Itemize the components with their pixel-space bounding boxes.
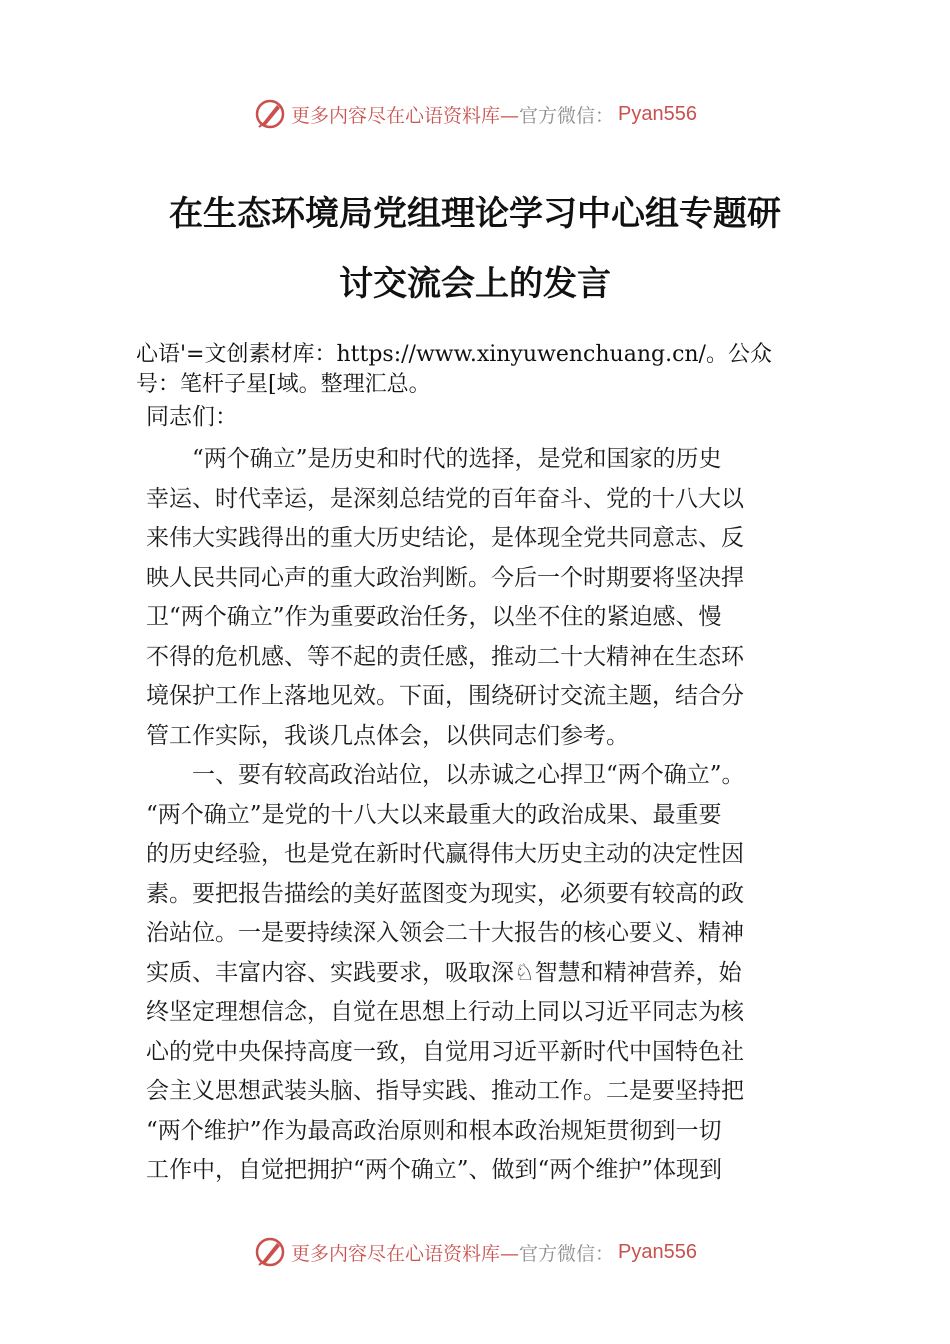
text-line: “两个确立”是党的十八大以来最重大的政治成果、最重要 [146,801,722,828]
source-note-line: 号：笔杆子星[域。整理汇总。 [136,372,431,397]
source-note-line: 心语'=文创素材库：https://www.xinyuwenchuang.cn/。公众 [136,342,772,367]
banner-main-text: 更多内容尽在心语资料库— [291,104,520,127]
document-title-line-2: 讨交流会上的发言 [339,264,611,304]
text-line: 映人民共同心声的重大政治判断。今后一个时期要将坚决捍 [146,564,744,591]
text-line: 来伟大实践得出的重大历史结论，是体现全党共同意志、反 [146,525,744,551]
banner-wechat-label: 官方微信： [519,1242,615,1265]
pen-logo-icon [253,1235,287,1269]
document-title-line-1: 在生态环境局党组理论学习中心组专题研 [169,194,781,234]
text-line: 实质、丰富内容、实践要求，吸取深♘智慧和精神营养，始 [146,959,742,986]
source-note [136,340,836,400]
pen-logo-icon [253,97,287,131]
text-line: 心的党中央保持高度一致，自觉用习近平新时代中国特色社 [146,1038,744,1065]
paragraph-intro [146,440,810,756]
banner-wechat-id: Pyan556 [618,102,697,125]
text-line: 不得的危机感、等不起的责任感，推动二十大精神在生态环 [146,643,744,670]
text-line: 终坚定理想信念，自觉在思想上行动上同以习近平同志为核 [146,999,744,1025]
text-line: 幸运、时代幸运，是深刻总结党的百年奋斗、党的十八大以 [146,485,744,512]
header-watermark-banner [0,94,950,134]
text-line: 会主义思想武装头脑、指导实践、推动工作。二是要坚持把 [146,1078,744,1104]
text-line: 卫“两个确立”作为重要政治任务，以坐不住的紧迫感、慢 [146,604,722,630]
text-line: 管工作实际，我谈几点体会，以供同志们参考。 [146,722,629,749]
text-line: “两个确立”是历史和时代的选择，是党和国家的历史 [146,446,722,472]
banner-wechat-label: 官方微信： [519,104,615,127]
paragraph-section-one [146,756,810,1191]
text-line: “两个维护”作为最高政治原则和根本政治规矩贯彻到一切 [146,1117,722,1144]
text-line: 工作中，自觉把拥护“两个确立”、做到“两个维护”体现到 [146,1157,723,1183]
text-line: 境保护工作上落地见效。下面，围绕研讨交流主题，结合分 [146,683,744,709]
greeting: 同志们： [146,404,238,430]
text-line: 一、要有较高政治站位，以赤诚之心捍卫“两个确立”。 [146,762,745,788]
text-line: 的历史经验，也是党在新时代赢得伟大历史主动的决定性因 [146,841,744,867]
banner-main-text: 更多内容尽在心语资料库— [291,1242,520,1265]
text-line: 治站位。一是要持续深入领会二十大报告的核心要义、精神 [146,920,744,946]
text-line: 素。要把报告描绘的美好蓝图变为现实，必须要有较高的政 [146,880,744,907]
footer-watermark-banner [0,1232,950,1272]
banner-wechat-id: Pyan556 [618,1240,697,1263]
